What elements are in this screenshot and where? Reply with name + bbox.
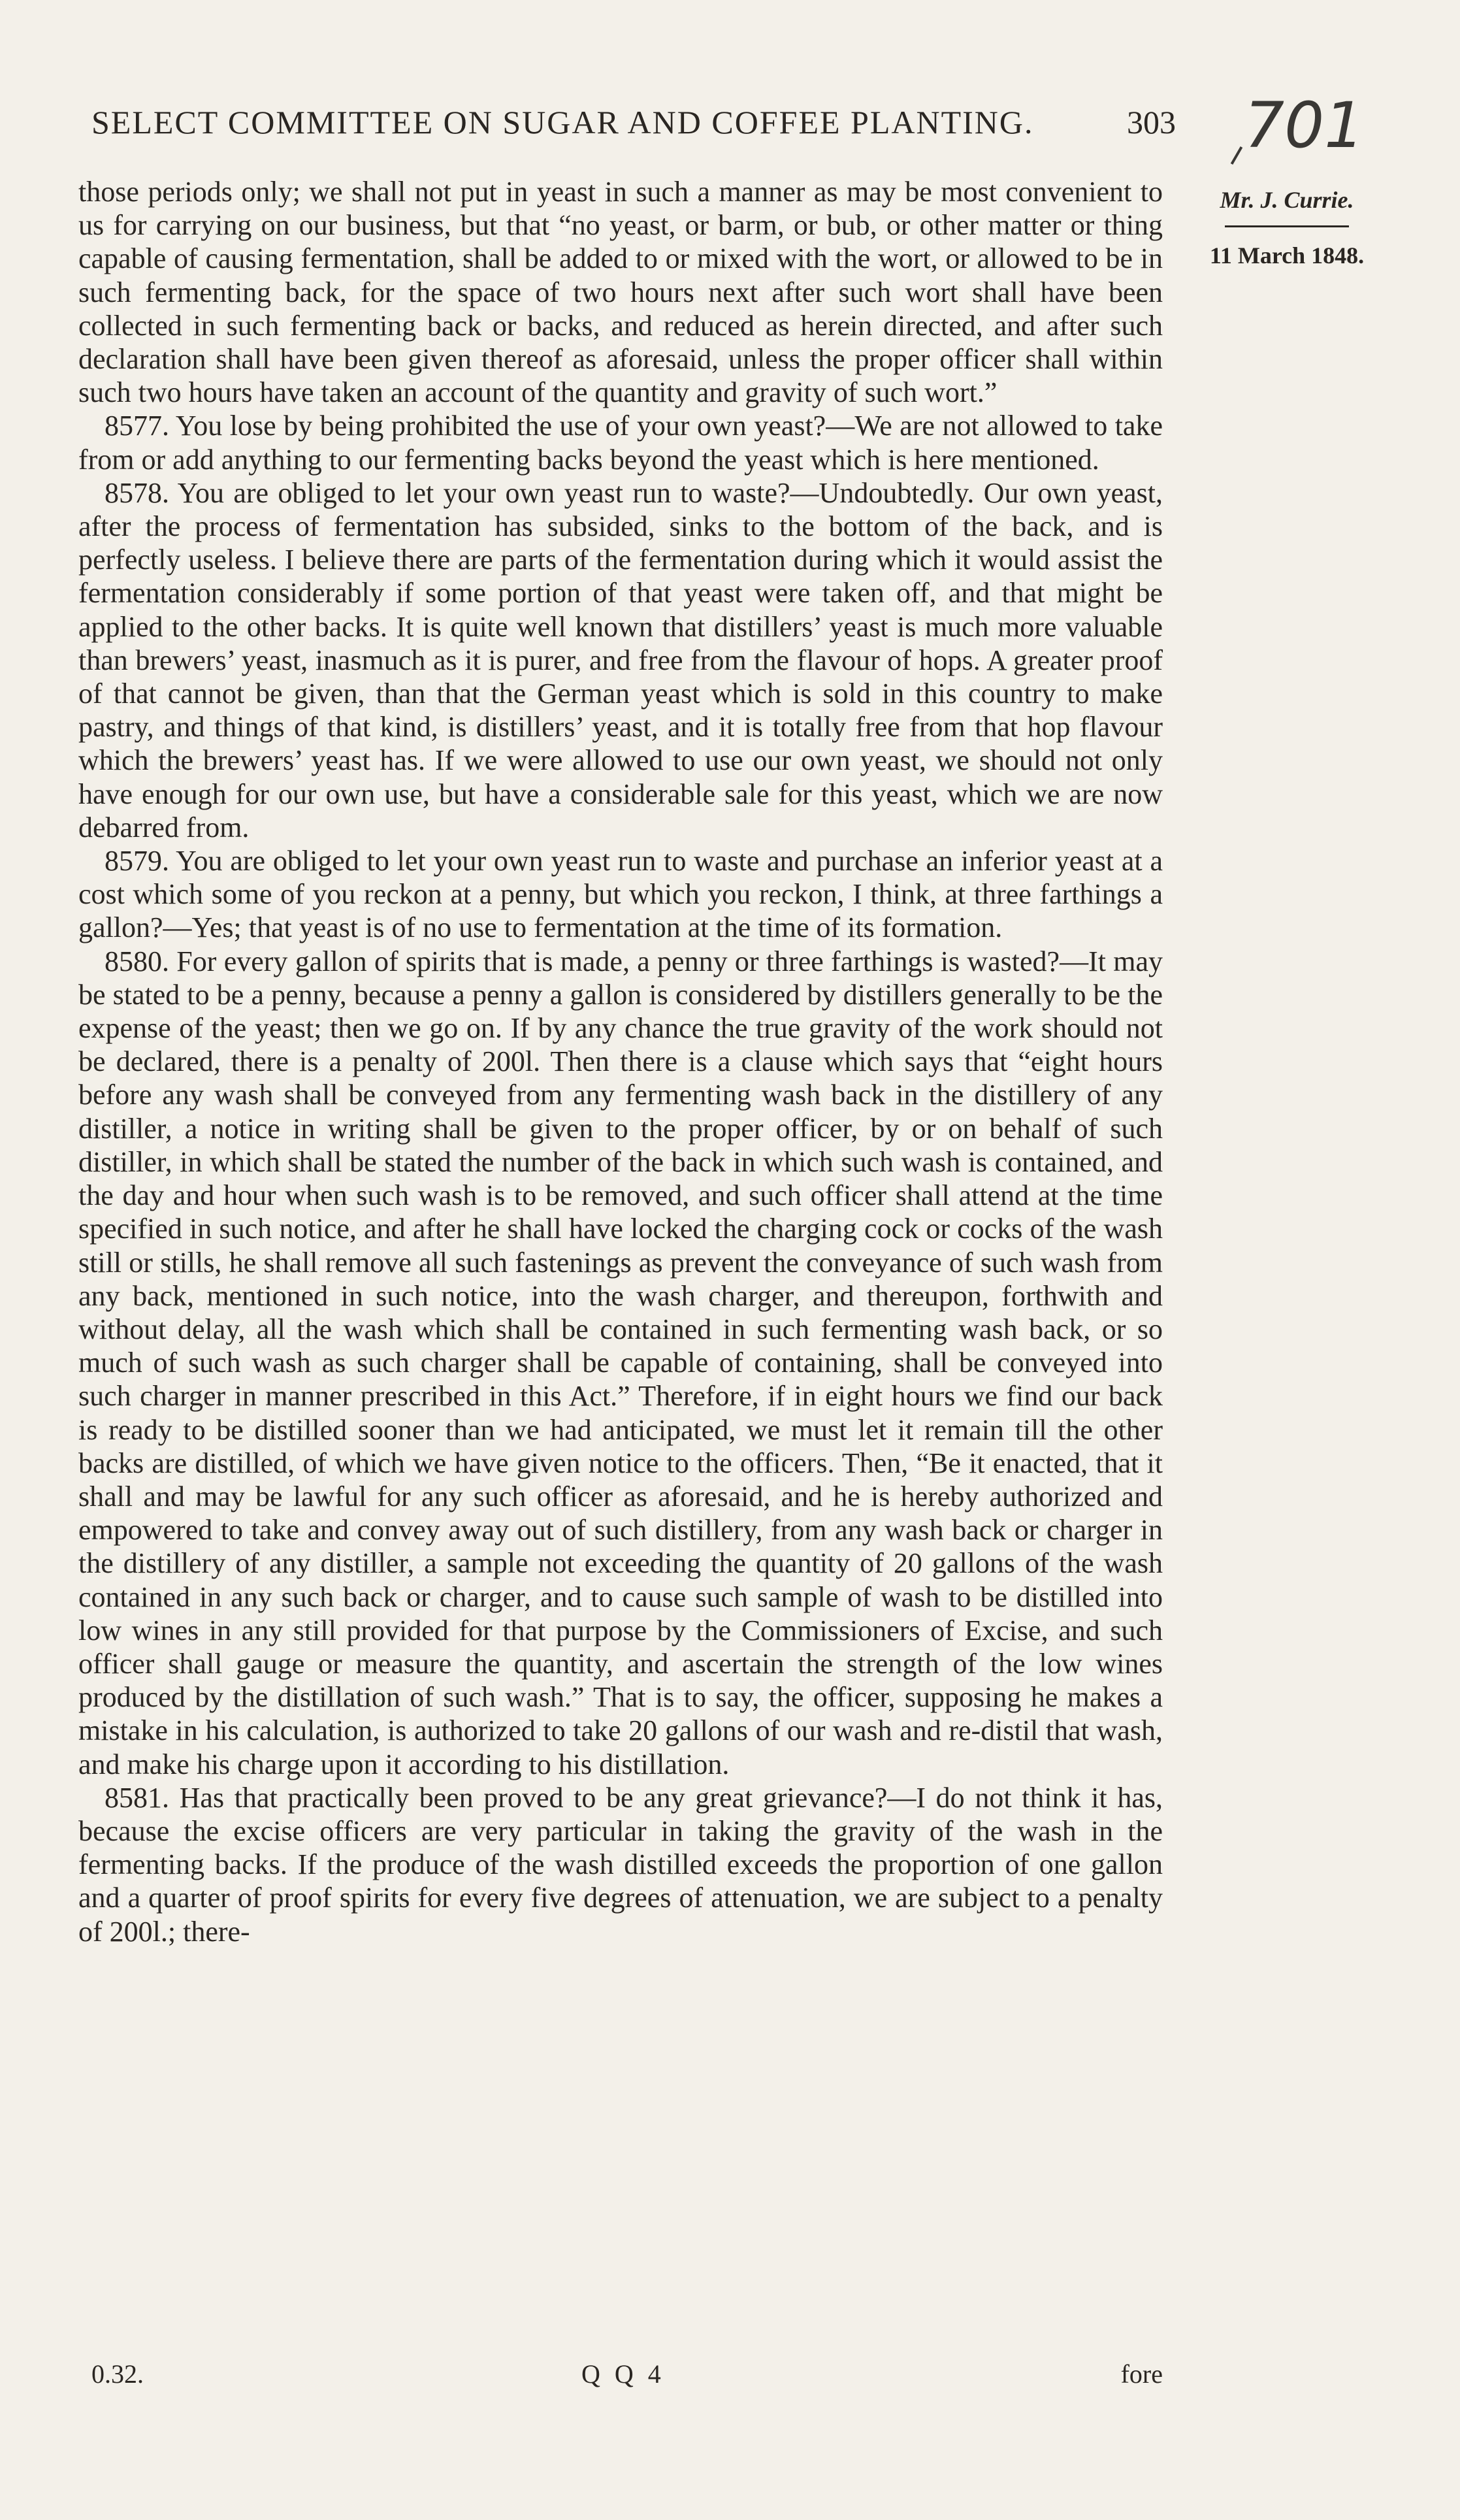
paragraph-continuation: those periods only; we shall not put in yeast in such a manner as may be most convenient to us for carrying on our business, but that “no yeast, or barm, or bub, or other matter or thing capable of causing fermentation, shall be added to or mixed with the wort, or allowed to be in such fermenting back, for the space of two hours next after such wort shall have been collected in such fermenting back or backs, and reduced as herein directed, and after such declaration shall have been given thereof as aforesaid, unless the proper officer shall within such two hours have taken an account of the quantity and gravity of such wort.”: [78, 176, 1163, 409]
hearing-date: 11 March 1848.: [1209, 242, 1365, 269]
paper-number: 0.32.: [91, 2359, 144, 2389]
paragraph-8577: 8577. You lose by being prohibited the use of your own yeast?—We are not allowed to take from or add anything to our fermenting backs beyond the yeast which is here mentioned.: [78, 410, 1163, 476]
running-title: SELECT COMMITTEE ON SUGAR AND COFFEE PLANTING.: [91, 104, 1034, 140]
printer-signature: Q Q 4: [581, 2359, 665, 2389]
page-footer: [91, 2359, 1163, 2398]
margin-divider: [1225, 225, 1349, 227]
witness-name: Mr. J. Currie.: [1220, 187, 1354, 213]
margin-note: [1189, 186, 1385, 269]
paragraph-8581: 8581. Has that practically been proved to be any great grievance?—I do not think it has, because the excise officers are very particular in taking the gravity of the wash in the fermenting backs. If the produce of the wash distilled exceeds the proportion of one gallon and a quarter of proof spirits for every five degrees of attenuation, we are subject to a penalty of 200l.; there-: [78, 1781, 1163, 1948]
paragraph-8580: 8580. For every gallon of spirits that is made, a penny or three farthings is wasted?—It may be stated to be a penny, because a penny a gallon is considered by distillers generally to be the expense of the yeast; then we go on. If by any chance the true gravity of the work should not be declared, there is a penalty of 200l. Then there is a clause which says that “eight hours before any wash shall be conveyed from any fermenting wash back in the distillery of any distiller, a notice in writing shall be given to the proper officer, by or on behalf of such distiller, in which shall be stated the number of the back in which such wash is contained, and the day and hour when such wash is to be removed, and such officer shall attend at the time specified in such notice, and after he shall have locked the charging cock or cocks of the wash still or stills, he shall remove all such fastenings as prevent the conveyance of such wash from any back, mentioned in such notice, into the wash charger, and thereupon, forthwith and without delay, all the wash which shall be contained in such fermenting wash back, or so much of such wash as such charger shall be capable of containing, shall be conveyed into such charger in manner prescribed in this Act.” Therefore, if in eight hours we find our back is ready to be distilled sooner than we had anticipated, we must let it remain till the other backs are distilled, of which we have given notice to the officers. Then, “Be it enacted, that it shall and may be lawful for any such officer as aforesaid, and he is hereby authorized and empowered to take and convey away out of such distillery, from any wash back or charger in the distillery of any distiller, a sample not exceeding the quantity of 20 gallons of the wash contained in any such back or charger, and to cause such sample of wash to be distilled into low wines in any still provided for that purpose by the Commissioners of Excise, and such officer shall gauge or measure the quantity, and ascertain the strength of the low wines produced by the distillation of such wash.” That is to say, the officer, supposing he makes a mistake in his calculation, is authorized to take 20 gallons of our wash and re-distil that wash, and make his charge upon it according to his distillation.: [78, 945, 1163, 1780]
folio-pen-stroke: [1231, 146, 1242, 165]
paragraph-8579: 8579. You are obliged to let your own yeast run to waste and purchase an inferior yeast at a cost which some of you reckon at a penny, but which you reckon, I think, at three farthings a gallon?—Yes; that yeast is of no use to fermentation at the time of its formation.: [78, 845, 1163, 944]
paragraph-8578: 8578. You are obliged to let your own yeast run to waste?—Undoubtedly. Our own yeast, after the process of fermentation has subsided, sinks to the bottom of the back, and is perfectly useless. I believe there are parts of the fermentation during which it would assist the fermentation considerably if some portion of that yeast were taken off, and that might be applied to the other backs. It is quite well known that distillers’ yeast is much more valuable than brewers’ yeast, inasmuch as it is purer, and free from the flavour of hops. A greater proof of that cannot be given, than that the German yeast which is sold in this country to make pastry, and things of that kind, is distillers’ yeast, and it is totally free from that hop flavour which the brewers’ yeast has. If we were allowed to use our own yeast, we should not only have enough for our own use, but have a considerable sale for this yeast, which we are now debarred from.: [78, 476, 1163, 843]
body-text: [78, 175, 1163, 1948]
catchword: fore: [1120, 2359, 1163, 2389]
page-header: [91, 103, 1176, 155]
page-number: 303: [1127, 104, 1176, 140]
handwritten-folio-number: 701: [1244, 89, 1365, 162]
